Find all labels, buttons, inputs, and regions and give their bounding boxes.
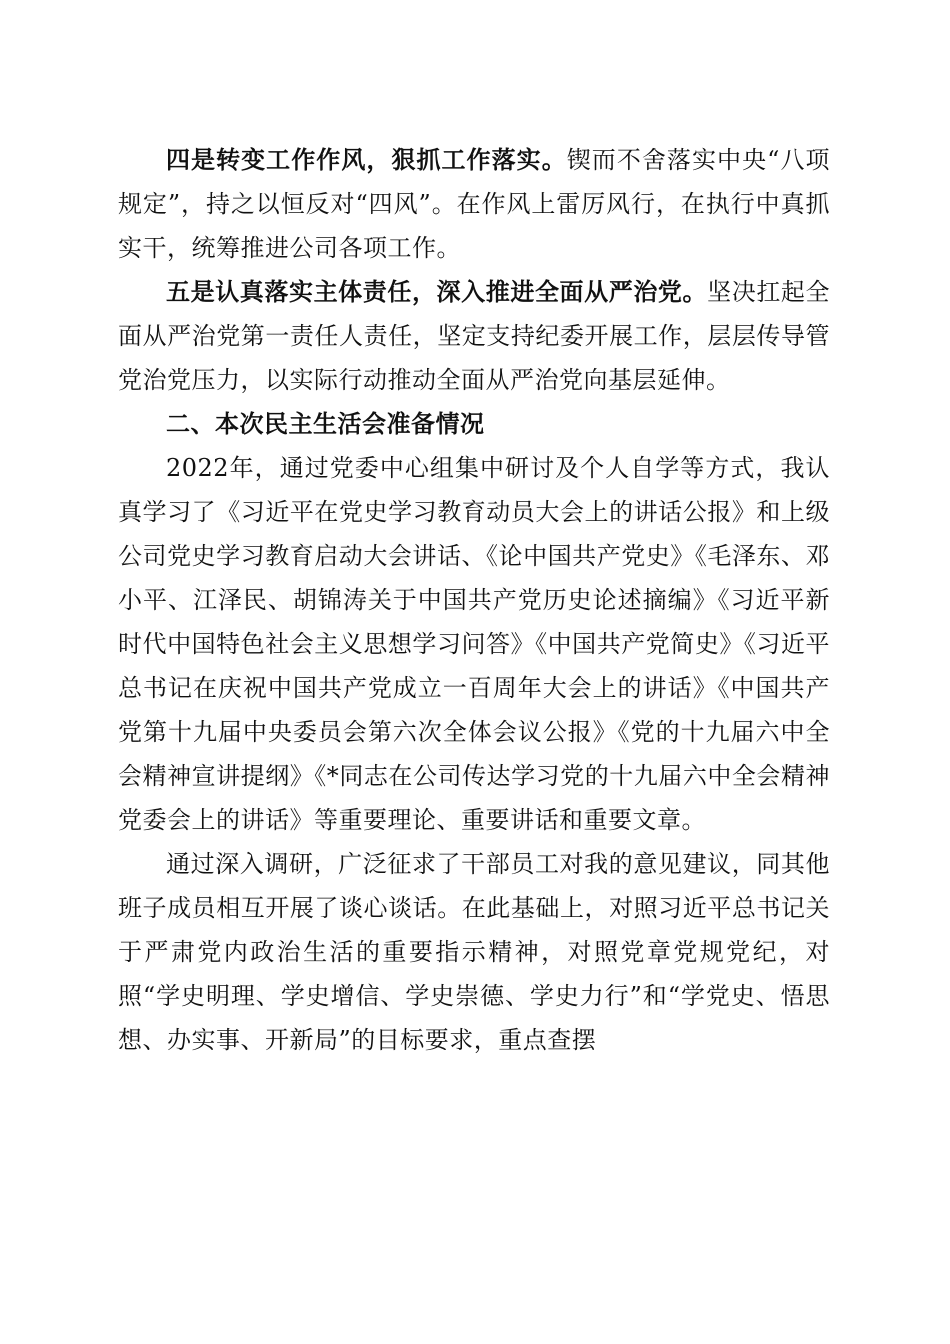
paragraph-study: 2022年，通过党委中心组集中研讨及个人自学等方式，我认真学习了《习近平在党史学习教育动员大会上的讲话公报》和上级公司党史学习教育启动大会讲话、《论中国共产党史》《毛泽东、邓小平、江泽民、胡锦涛关于中国共产党历史论述摘编》《习近平新时代中国特色社会主义思想学习问答》《中国共产党简史》《习近平总书记在庆祝中国共产党成立一百周年大会上的讲话》《中国共产党第十九届中央委员会第六次全体会议公报》《党的十九届六中全会精神宣讲提纲》《*同志在公司传达学习党的十九届六中全会精神党委会上的讲话》等重要理论、重要讲话和重要文章。 [118,454,830,834]
paragraph-lead: 五是认真落实主体责任，深入推进全面从严治党。 [166,277,708,306]
paragraph-lead: 四是转变工作作风，狠抓工作落实。 [166,145,567,174]
paragraph-responsibility [118,270,830,402]
document-body [118,138,830,1062]
paragraph-body: 锲而不舍落实中央“八项规定”，持之以恒反对“四风”。在作风上雷厉风行，在执行中真抓实干，统筹推进公司各项工作。 [118,146,830,262]
paragraph-research: 通过深入调研，广泛征求了干部员工对我的意见建议，同其他班子成员相互开展了谈心谈话。在此基础上，对照习近平总书记关于严肃党内政治生活的重要指示精神，对照党章党规党纪，对照“学史明理、学史增信、学史崇德、学史力行”和“学党史、悟思想、办实事、开新局”的目标要求，重点查摆 [118,850,830,1054]
paragraph-work-style [118,138,830,270]
paragraph-body: 坚决扛起全面从严治党第一责任人责任，坚定支持纪委开展工作，层层传导管党治党压力，以实际行动推动全面从严治党向基层延伸。 [118,278,831,394]
section-heading: 二、本次民主生活会准备情况 [166,410,485,438]
